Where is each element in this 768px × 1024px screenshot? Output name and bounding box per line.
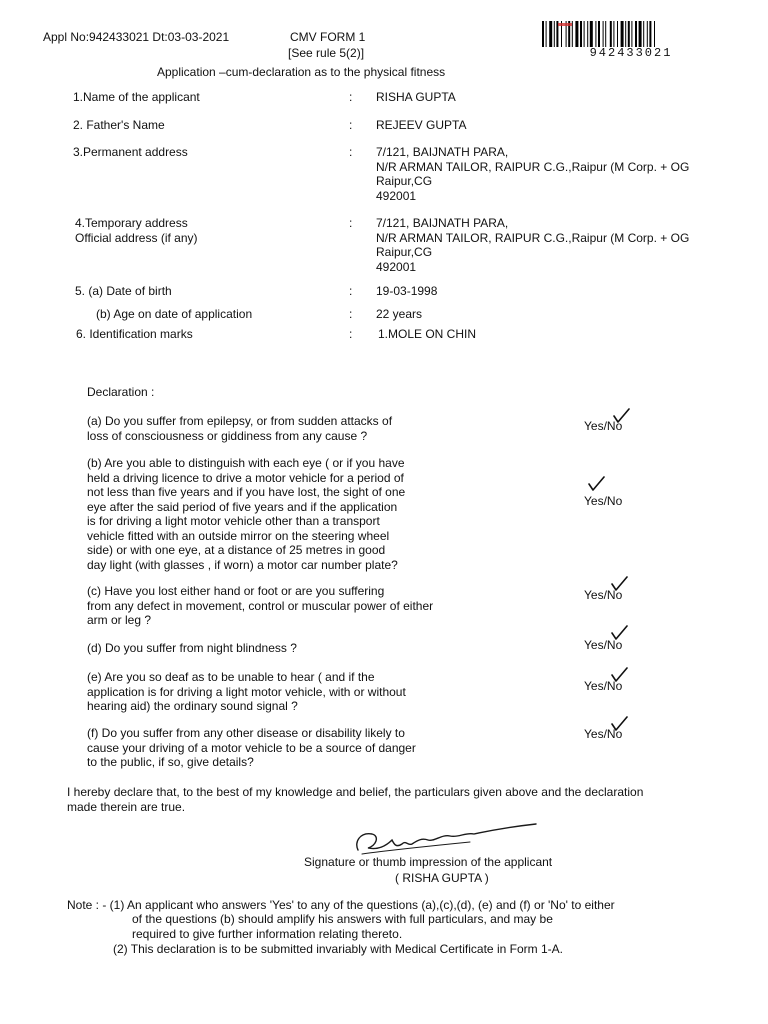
question-f-checkmark-icon (611, 716, 627, 732)
question-a-answer: Yes/No (584, 419, 623, 433)
field-dob-sep: : (349, 284, 353, 298)
field-temporary-address-label: 4.Temporary address Official address (if any) (75, 216, 198, 245)
field-age-sep: : (349, 307, 353, 321)
field-name-label: 1.Name of the applicant (73, 90, 200, 104)
question-f-text: (f) Do you suffer from any other disease or disability likely to cause your driving of a motor vehicle to be a source of danger to the public, if so, give details? (87, 726, 416, 769)
question-c-answer: Yes/No (584, 588, 623, 602)
application-number: Appl No:942433021 Dt:03-03-2021 (43, 30, 230, 44)
field-permanent-address-value: 7/121, BAIJNATH PARA, N/R ARMAN TAILOR, RAIPUR C.G.,Raipur (M Corp. + OG Raipur,CG 492001 (376, 145, 690, 203)
question-d-text: (d) Do you suffer from night blindness ? (87, 641, 297, 655)
field-name-sep: : (349, 90, 353, 104)
question-a-checkmark-icon (613, 408, 629, 424)
question-a-text: (a) Do you suffer from epilepsy, or from sudden attacks of loss of consciousness or giddiness from any cause ? (87, 414, 393, 443)
declaration-statement: I hereby declare that, to the best of my knowledge and belief, the particulars given above and the declaration made therein are true. (67, 785, 644, 814)
note-line-1: Note : - (1) An applicant who answers 'Yes' to any of the questions (a),(c),(d), (e) and (f) or 'No' to either (67, 898, 615, 912)
field-dob-value: 19-03-1998 (376, 284, 438, 298)
field-age-label: (b) Age on date of application (96, 307, 253, 321)
signature-caption: Signature or thumb impression of the applicant (304, 855, 553, 869)
barcode-number: 942433021 (589, 46, 673, 60)
declaration-heading: Declaration : (87, 385, 155, 399)
question-b-text: (b) Are you able to distinguish with each eye ( or if you have held a driving licence to drive a motor vehicle for a period of not less than five years and if you have lost, the sight of one eye after the said period of five years and if the application is for driving a light motor vehicle other than a transport vehicle fitted with an outside mirror on the steering wheel side) or with one eye, at a distance of 25 metres in good day light (with glasses , if worn) a motor car number plate? (87, 456, 406, 572)
field-temporary-address-sep: : (349, 216, 353, 230)
field-father-value: REJEEV GUPTA (376, 118, 467, 132)
field-permanent-address-sep: : (349, 145, 353, 159)
applicant-signature (350, 820, 540, 860)
note-line-3: required to give further information relating thereto. (132, 927, 403, 941)
question-b-answer: Yes/No (584, 494, 623, 508)
field-father-label: 2. Father's Name (73, 118, 165, 132)
field-identification-label: 6. Identification marks (76, 327, 193, 341)
form-title: CMV FORM 1 (290, 30, 366, 44)
question-e-answer: Yes/No (584, 679, 623, 693)
question-b-checkmark-icon (588, 476, 604, 492)
question-c-text: (c) Have you lost either hand or foot or are you suffering from any defect in movement, control or muscular power of either arm or leg ? (87, 584, 434, 627)
question-f-answer: Yes/No (584, 727, 623, 741)
signature-name: ( RISHA GUPTA ) (395, 871, 489, 885)
field-permanent-address-label: 3.Permanent address (73, 145, 188, 159)
rule-reference: [See rule 5(2)] (288, 46, 365, 60)
field-identification-value: 1.MOLE ON CHIN (378, 327, 477, 341)
question-c-checkmark-icon (611, 576, 627, 592)
form-subtitle: Application –cum-declaration as to the physical fitness (157, 65, 446, 79)
field-name-value: RISHA GUPTA (376, 90, 456, 104)
field-dob-label: 5. (a) Date of birth (75, 284, 172, 298)
question-d-checkmark-icon (611, 625, 627, 641)
field-father-sep: : (349, 118, 353, 132)
question-d-answer: Yes/No (584, 638, 623, 652)
note-line-2: of the questions (b) should amplify his answers with full particulars, and may be (132, 912, 553, 926)
field-temporary-address-value: 7/121, BAIJNATH PARA, N/R ARMAN TAILOR, RAIPUR C.G.,Raipur (M Corp. + OG Raipur,CG 492001 (376, 216, 690, 274)
question-e-text: (e) Are you so deaf as to be unable to hear ( and if the application is for driving a light motor vehicle, with or without hearing aid) the ordinary sound signal ? (87, 670, 406, 713)
field-identification-sep: : (349, 327, 353, 341)
field-age-value: 22 years (376, 307, 423, 321)
note-line-4: (2) This declaration is to be submitted invariably with Medical Certificate in Form 1-A. (113, 942, 563, 956)
barcode-graphic (542, 21, 714, 47)
question-e-checkmark-icon (611, 667, 627, 683)
